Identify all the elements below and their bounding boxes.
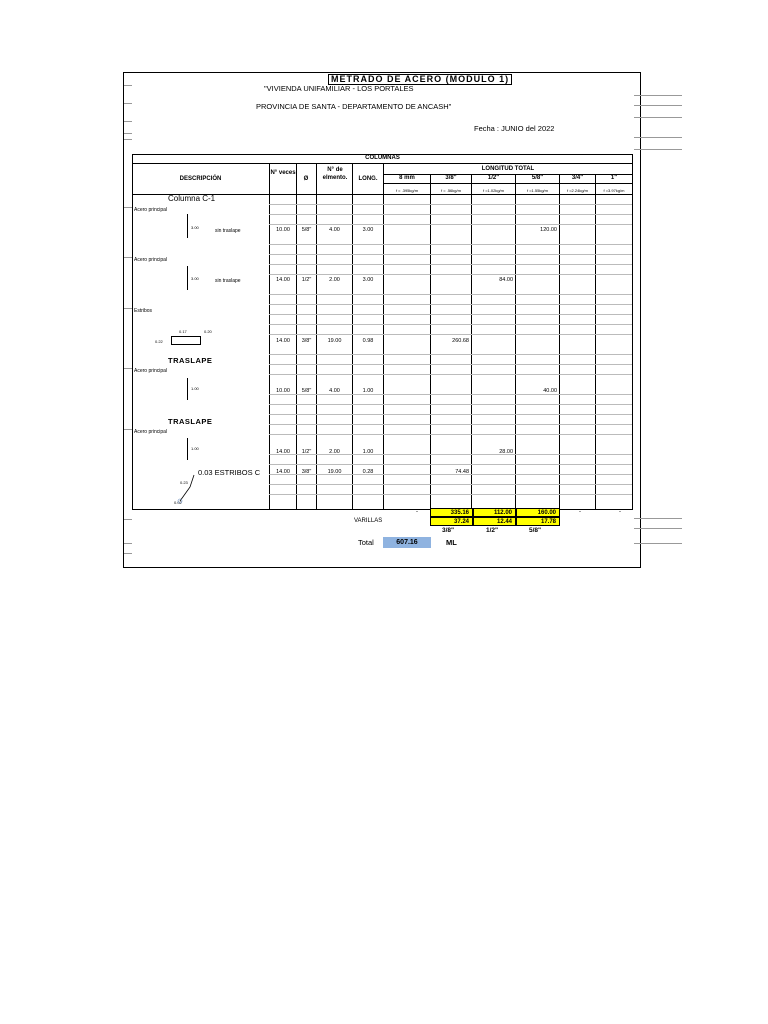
weight-34: f =2.24kg/m: [566, 188, 588, 193]
report-date: Fecha : JUNIO del 2022: [474, 124, 555, 133]
section-title: COLUMNAS: [132, 154, 633, 164]
col-num-elemento: N° de elmento.: [322, 167, 348, 181]
weight-12: f =1.02kg/m: [482, 188, 504, 193]
diam-8mm: 8 mm: [399, 175, 415, 181]
var-58: 17.78: [516, 517, 560, 526]
diam-58: 5/8": [531, 175, 544, 181]
sum-12: 112.00: [473, 508, 516, 517]
col-diameter: Ø: [303, 176, 309, 182]
col-longitud-total: LONGITUD TOTAL: [481, 166, 535, 172]
total-label: Total: [358, 538, 374, 547]
total-unit: ML: [446, 538, 457, 547]
rebar-sketch: [187, 214, 188, 238]
traslape-label: TRASLAPE: [168, 417, 213, 426]
estribos-c-label: 0.03 ESTRIBOS C: [198, 468, 261, 477]
rebar-sketch: [187, 266, 188, 290]
diam-12: 1/2": [487, 175, 500, 181]
col-veces: N° veces: [270, 170, 296, 176]
sheet-title: METRADO DE ACERO (MODULO 1): [328, 74, 512, 85]
col-descripcion: DESCRIPCIÓN: [179, 176, 222, 182]
total-value: 607.16: [383, 537, 431, 548]
acero-principal-label: Acero principal: [134, 207, 168, 213]
acero-principal-label: Acero principal: [134, 257, 168, 263]
var-12: 12.44: [473, 517, 516, 526]
varillas-label: VARILLAS: [354, 518, 383, 524]
traslape-label: TRASLAPE: [168, 356, 213, 365]
sum-38: 335.16: [430, 508, 473, 517]
rebar-sketch: [187, 438, 188, 460]
weight-8mm: f = .395kg/m: [395, 188, 419, 193]
diam-34: 3/4": [571, 175, 584, 181]
col-long: LONG.: [358, 176, 378, 182]
acero-principal-label: Acero principal: [134, 368, 168, 374]
sum-58: 160.00: [516, 508, 560, 517]
project-name: "VIVIENDA UNIFAMILIAR - LOS PORTALES: [264, 84, 414, 93]
weight-1: f =3.97kg/m: [603, 188, 625, 193]
spreadsheet-page: METRADO DE ACERO (MODULO 1) "VIVIENDA UNIFAMILIAR - LOS PORTALES PROVINCIA DE SANTA - DEPARTAMENTO DE ANCASH" Fecha : JUNIO del 2022 COLUMNAS DESCRIPCIÓN N° veces Ø N° de elmento. LONG. LONGITUD TOTAL 8 mm 3/8" 1/2" 5/8" 3/4" 1" f = .395kg/m f = .56kg/m f =1.02kg/m f =1.55kg/m f =2.24kg/m f =3.97kg/m Columna C-1 Acero principal 3.00 sin traslape 10.00 5/8" 4.00 3.00 120.00 Acero principal 3.00 sin traslape 14.00 1/2" 2.00 3.00 84.00 Estribos 0.17 0.20 0.22 14.00 3/8" 19.00 0.98 260.68 TRASLAPE Acero principal 1.00 10.00 5/8" 4.00 1.00 40.00 TRASLAPE Acero principal 1.00 14.00 1/2" 2.00 1.00 28.00 0.03 ESTRIBOS C 0.23 0.02 14.00 3/8" 19.00 0.28 74.48 - 335.16 112.00 160.00 - - VARILLAS 37.24 12.44 17.78 3/8" 1/2" 5/8" Total 607.16 ML: [123, 72, 641, 568]
hook-sketch: [174, 473, 214, 505]
diam-1: 1": [610, 175, 618, 181]
column-c1-label: Columna C-1: [168, 194, 216, 203]
acero-principal-label: Acero principal: [134, 429, 168, 435]
var-38: 37.24: [430, 517, 473, 526]
project-location: PROVINCIA DE SANTA - DEPARTAMENTO DE ANCASH": [256, 102, 452, 111]
diam-38: 3/8": [445, 175, 457, 181]
stirrup-sketch: [171, 336, 201, 345]
weight-58: f =1.55kg/m: [526, 188, 548, 193]
estribos-label: Estribos: [134, 308, 153, 314]
rebar-sketch: [187, 378, 188, 400]
weight-38: f = .56kg/m: [441, 188, 461, 193]
